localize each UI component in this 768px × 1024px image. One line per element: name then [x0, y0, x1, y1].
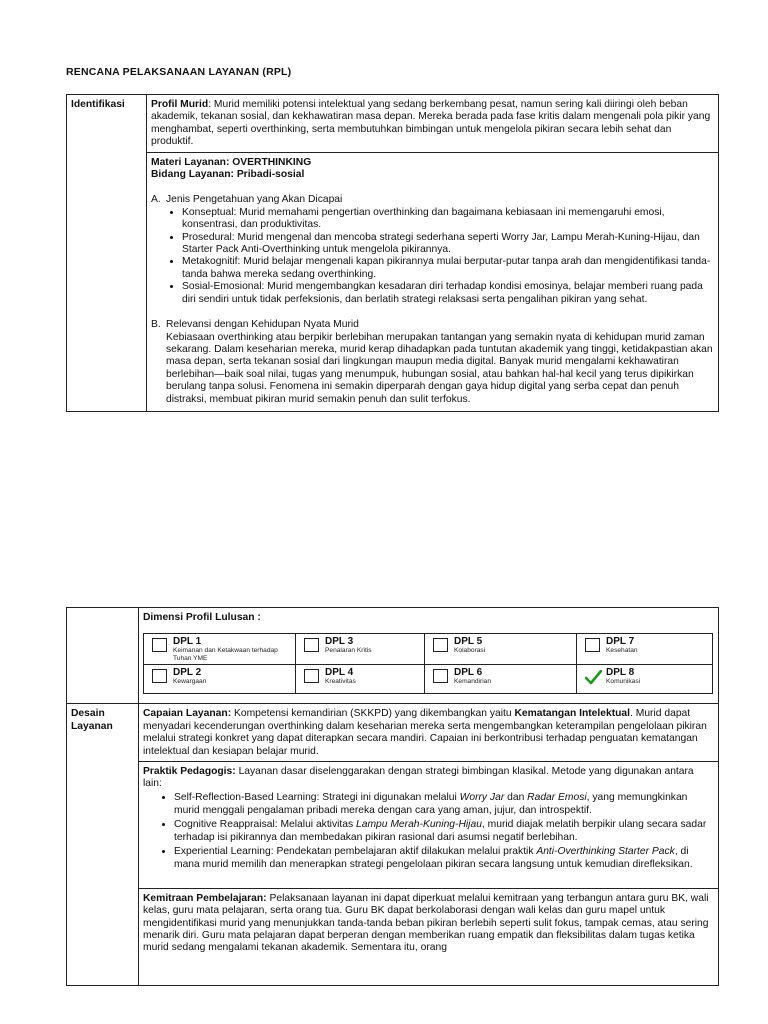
identifikasi-table — [66, 94, 719, 412]
capaian-label: Capaian Layanan: — [143, 708, 232, 720]
kemitraan-label: Kemitraan Pembelajaran: — [143, 892, 267, 904]
dpl-3-checkbox[interactable] — [304, 638, 319, 652]
checkmark-icon[interactable] — [585, 670, 602, 685]
list-item: • Cognitive Reappraisal: Melalui aktivitas Lampu Merah-Kuning-Hijau, murid diajak melatih berpikir ulang secara sadar terhadap isi pikirannya dan membedakan pikiran rasional dari asumsi negatif berlebihan. — [174, 818, 713, 845]
dpl-4-checkbox[interactable] — [304, 669, 319, 683]
dimensi-cell — [139, 608, 719, 704]
dpl-3: DPL 3 Penalaran Kritis — [304, 636, 421, 655]
materi-value: : OVERTHINKING — [225, 156, 312, 168]
praktik-intro: Layanan dasar diselenggarakan dengan strategi bimbingan klasikal. Metode yang digunakan antara lain: — [143, 766, 694, 790]
materi-cell — [147, 152, 719, 411]
section-b-letter: B. — [151, 319, 161, 331]
materi-label: Materi Layanan — [151, 156, 226, 168]
praktik-label: Praktik Pedagogis: — [143, 766, 236, 778]
dpl-grid — [143, 633, 713, 694]
section-a-letter: A. — [151, 194, 161, 206]
dpl-1-checkbox[interactable] — [152, 638, 167, 652]
list-item: • Experiential Learning: Pendekatan pembelajaran aktif dilakukan melalui praktik Anti-Overthinking Starter Pack, di mana murid memilih dan menerapkan strategi pengelolaan pikiran secara langsung untuk kemudian direfleksikan. — [174, 845, 713, 872]
dpl-7-checkbox[interactable] — [585, 638, 600, 652]
capaian-text-2: . Murid dapat menyadari kecenderungan overthinking dalam keseharian mereka serta mengembangkan keterampilan pengelolaan pikiran melalui strategi konkret yang dapat diterapkan secara mandiri. Capaian ini berkontribusi terhadap penguatan kematangan intelektual dan kesiapan belajar murid. — [143, 708, 707, 757]
bidang-label: Bidang Layanan: Pribadi-sosial — [151, 169, 305, 181]
dpl-2-checkbox[interactable] — [152, 669, 167, 683]
dpl-7: DPL 7 Kesehatan — [585, 636, 709, 655]
praktik-list — [143, 791, 713, 872]
dpl-5: DPL 5 Kolaborasi — [433, 636, 573, 655]
list-item: • Sosial-Emosional: Murid mengembangkan kesadaran diri terhadap kondisi emosinya, belajar memberi ruang pada diri sendiri untuk tidak perfeksionis, dan berlatih strategi relaksasi serta pengalihan pikiran yang sehat. — [182, 281, 713, 306]
list-item: • Self-Reflection-Based Learning: Strategi ini digunakan melalui Worry Jar dan Radar Emosi, yang memungkinkan murid menggali pengalaman pribadi mereka dengan cara yang aman, jujur, dan introspektif. — [174, 791, 713, 818]
section-b-title: Relevansi dengan Kehidupan Nyata Murid — [166, 319, 359, 331]
section-b-text: Kebiasaan overthinking atau berpikir berlebihan merupakan tantangan yang semakin nyata di kehidupan murid zaman sekarang. Dalam keseharian mereka, murid kerap dihadapkan pada tuntutan akademik yang tinggi, ketidakpastian akan masa depan, serta tekanan sosial dari lingkungan maupun media digital. Banyak murid mengalami kekhawatiran berlebihan—baik soal nilai, tugas yang menumpuk, hubungan sosial, atau bahkan hal-hal kecil yang terus dipikirkan berulang tanpa solusi. Fenomena ini semakin diperparah dengan gaya hidup digital yang serba cepat dan penuh distraksi, membuat pikiran murid semakin penuh dan sulit terfokus. — [166, 331, 713, 405]
capaian-text: Kompetensi kemandirian (SKKPD) yang dikembangkan yaitu — [231, 708, 515, 720]
profil-murid-text: : Murid memiliki potensi intelektual yang sedang berkembang pesat, namun sering kali diiringi oleh beban akademik, tekanan sosial, dan kekhawatiran masa depan. Mereka berada pada fase kritis dalam mengenali pola pikir yang menghambat, seperti overthinking, serta membutuhkan bimbingan untuk mengelola pikiran secara lebih sehat dan produktif. — [151, 99, 711, 148]
kemitraan-text: Pelaksanaan layanan ini dapat diperkuat melalui kemitraan yang terbangun antara guru BK, wali kelas, guru mata pelajaran, serta orang tua. Guru BK dapat berkolaborasi dengan wali kelas dan guru mapel untuk mengidentifikasi murid yang menunjukkan tanda-tanda beban pikiran berlebih seperti sulit fokus, tampak cemas, atau sering menarik diri. Guru mata pelajaran dapat berperan dengan memberikan ruang empatik dan fleksibilitas dalam tugas ketika murid sedang mengalami tekanan akademik. Sementara itu, orang — [143, 892, 709, 954]
dpl-4: DPL 4 Kreativitas — [304, 667, 421, 686]
dpl-6: DPL 6 Kemandirian — [433, 667, 573, 686]
list-item: • Metakognitif: Murid belajar mengenali kapan pikirannya mulai berputar-putar tanpa arah dan mengidentifikasi tanda-tanda bahwa mereka sedang overthinking. — [182, 256, 713, 281]
empty-label-cell — [67, 608, 139, 704]
section-a-list — [151, 207, 713, 306]
dpl-5-checkbox[interactable] — [433, 638, 448, 652]
section-b — [151, 319, 713, 406]
kemitraan-cell — [139, 888, 719, 985]
praktik-cell — [139, 762, 719, 889]
capaian-cell — [139, 704, 719, 762]
desain-table — [66, 607, 719, 986]
profil-murid-cell — [147, 95, 719, 153]
document-title: RENCANA PELAKSANAAN LAYANAN (RPL) — [66, 66, 292, 78]
section-a-title: Jenis Pengetahuan yang Akan Dicapai — [166, 194, 343, 206]
dpl-8: DPL 8 Komunikasi — [585, 667, 709, 686]
profil-murid-label: Profil Murid — [151, 99, 209, 110]
list-item: • Prosedural: Murid mengenal dan mencoba strategi sederhana seperti Worry Jar, Lampu Merah-Kuning-Hijau, dan Starter Pack Anti-Overthinking untuk mengelola pikirannya. — [182, 232, 713, 257]
section-a — [151, 194, 713, 306]
dpl-6-checkbox[interactable] — [433, 669, 448, 683]
identifikasi-label: Identifikasi — [67, 95, 147, 412]
dpl-1: DPL 1 Keimanan dan Ketakwaan terhadap Tuhan YME — [152, 636, 292, 663]
dpl-2: DPL 2 Kewargaan — [152, 667, 292, 686]
desain-label: Desain Layanan — [67, 704, 139, 985]
list-item: • Konseptual: Murid memahami pengertian overthinking dan bagaimana kebiasaan ini memengaruhi emosi, konsentrasi, dan produktivitas. — [182, 207, 713, 232]
capaian-bold: Kematangan Intelektual — [514, 708, 631, 720]
dimensi-title: Dimensi Profil Lulusan : — [143, 612, 261, 623]
